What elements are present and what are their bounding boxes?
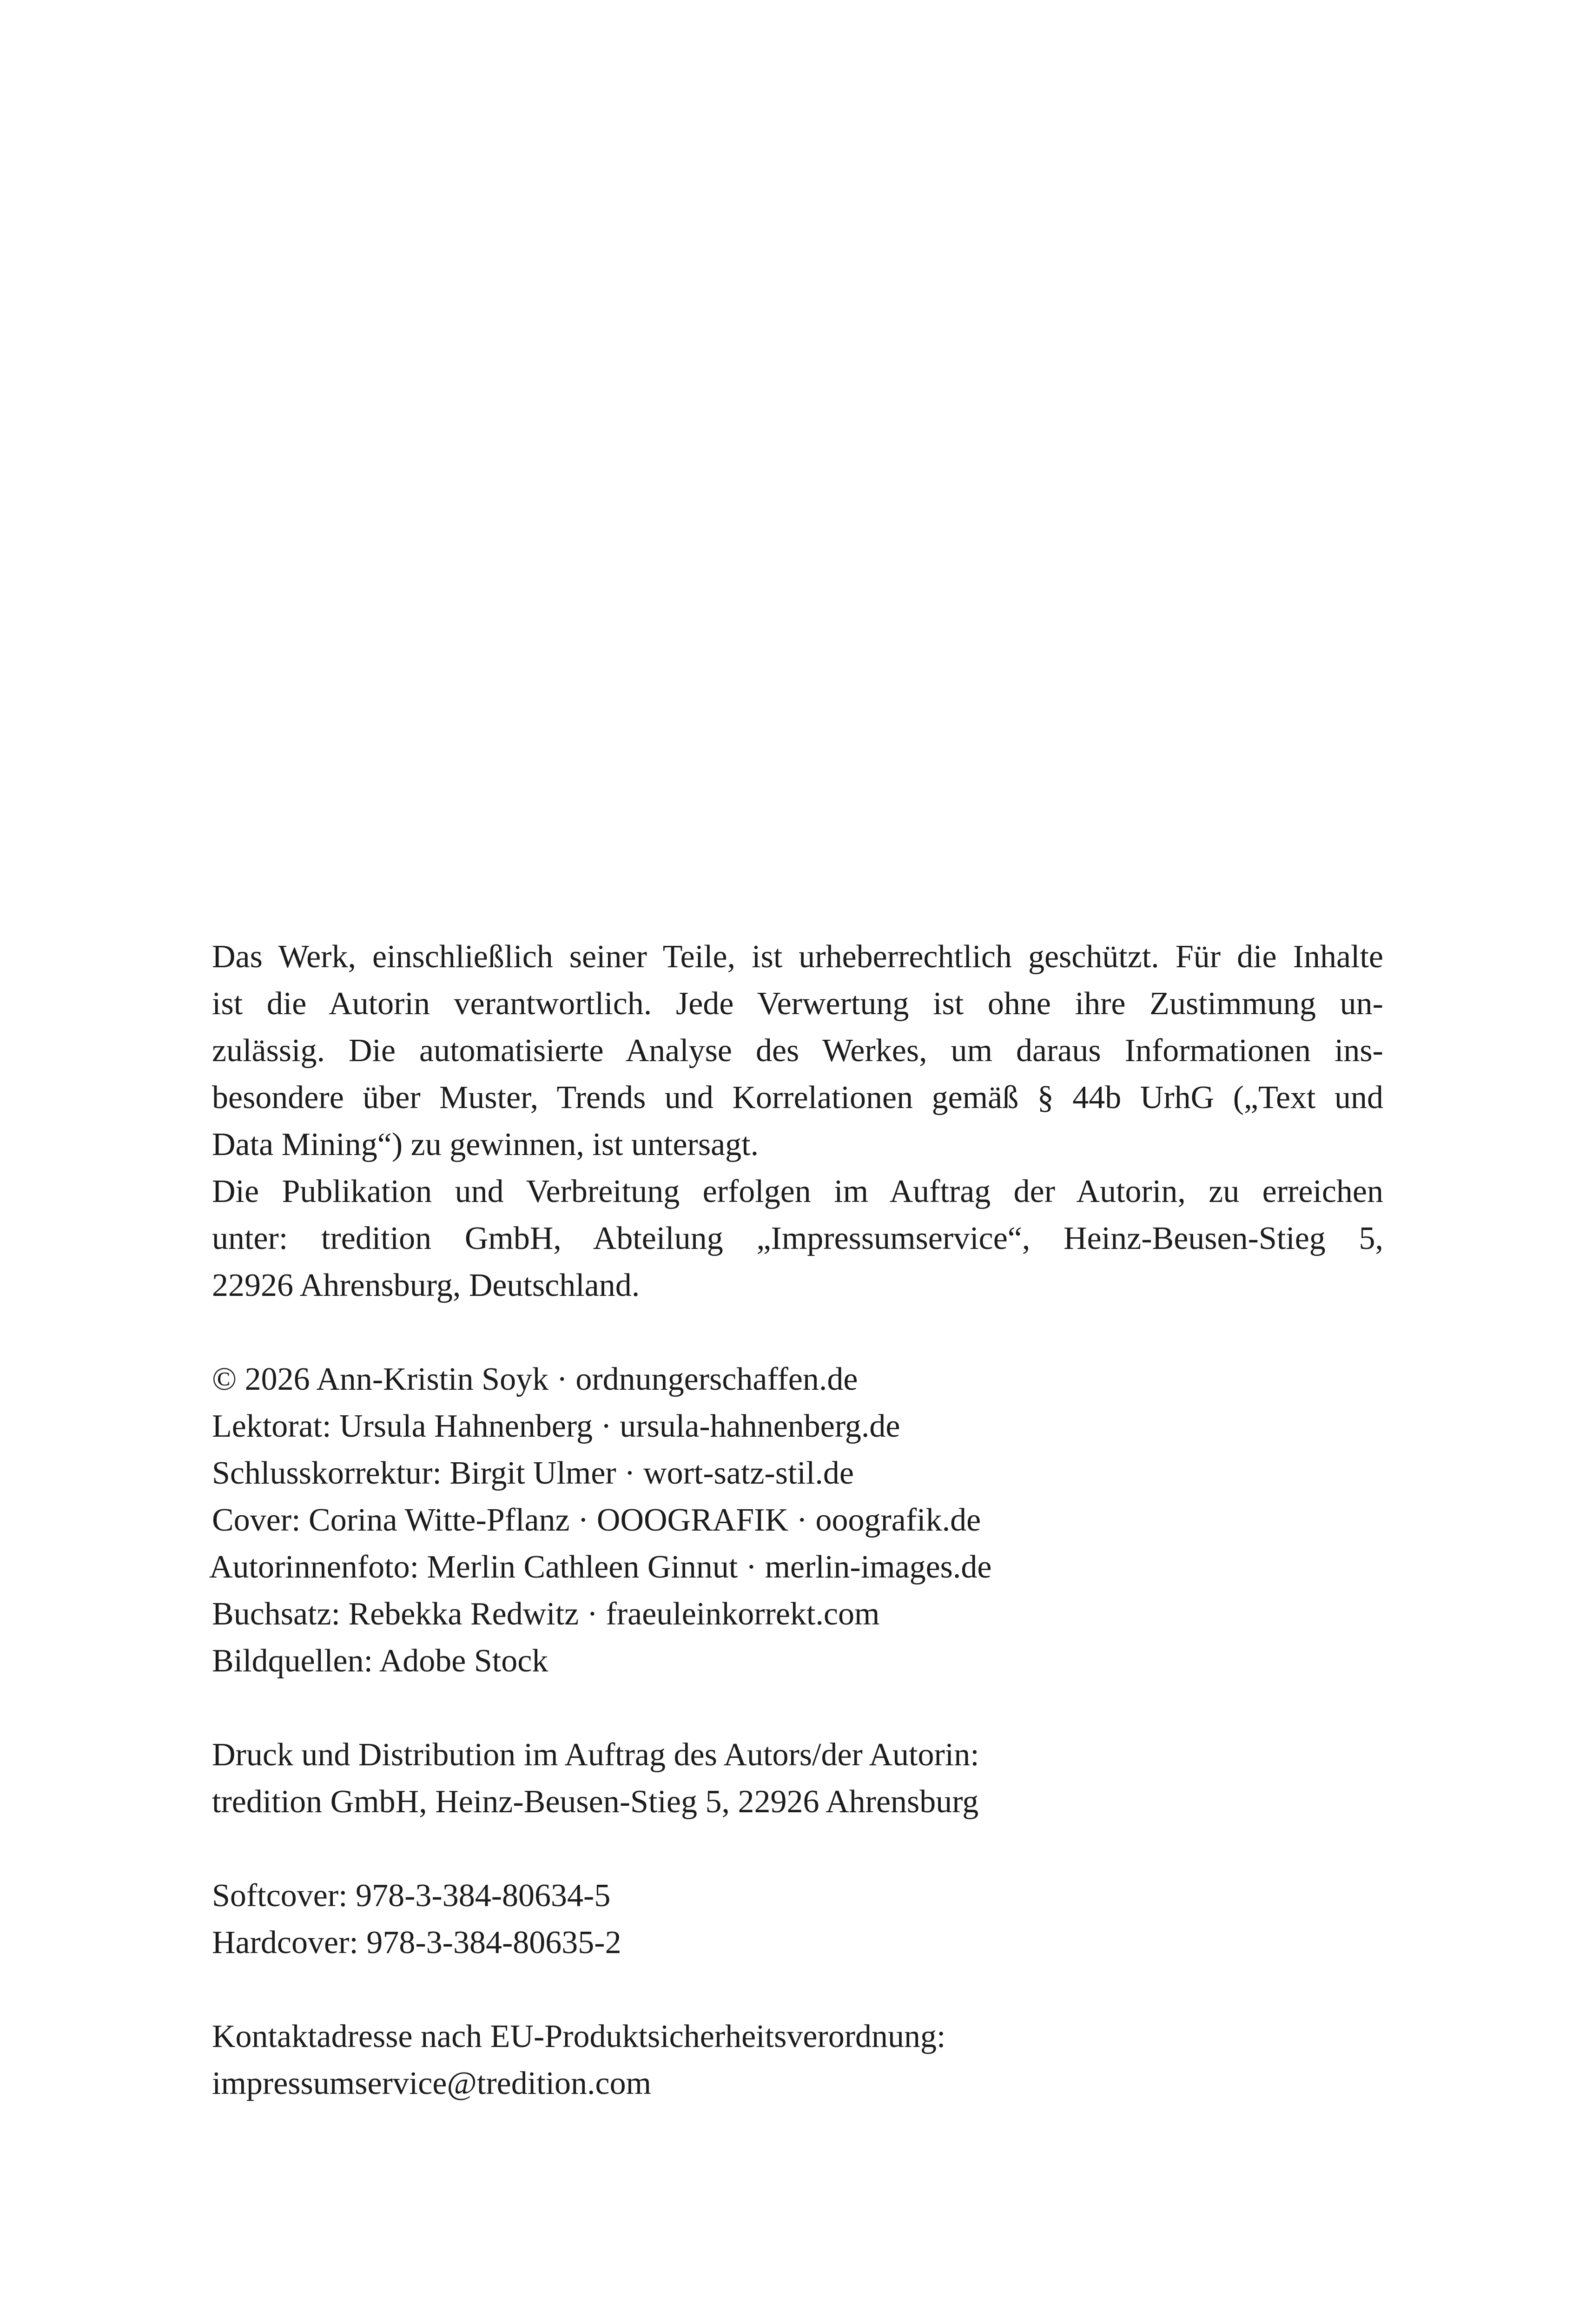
copyright-line: © 2026 Ann-Kristin Soyk · ordnungerschaffen.de	[212, 1361, 858, 1397]
imprint-block	[209, 933, 1383, 2107]
buchsatz-line: Buchsatz: Rebekka Redwitz · fraeuleinkorrekt.com	[212, 1596, 880, 1632]
publication-notice-line: 22926 Ahrensburg, Deutschland.	[212, 1268, 640, 1303]
isbn-hardcover: Hardcover: 978-3-384-80635-2	[212, 1925, 621, 1961]
contact-label: Kontaktadresse nach EU-Produktsicherheitsverordnung:	[212, 2019, 946, 2054]
spacer	[212, 1825, 1383, 1872]
publication-notice	[212, 1168, 1383, 1309]
credits	[209, 1356, 1383, 1684]
copyright-notice	[212, 933, 1383, 1168]
isbn-softcover: Softcover: 978-3-384-80634-5	[212, 1878, 611, 1914]
distribution	[212, 1731, 1383, 1825]
copyright-notice-line: zulässig. Die automatisierte Analyse des Werkes, um daraus Informationen ins-	[212, 1033, 1383, 1069]
distribution-address: tredition GmbH, Heinz-Beusen-Stieg 5, 22926 Ahrensburg	[212, 1784, 979, 1820]
schlusskorrektur-line: Schlusskorrektur: Birgit Ulmer · wort-satz-stil.de	[212, 1455, 854, 1491]
publication-notice-line: unter: tredition GmbH, Abteilung „Impressumservice“, Heinz-Beusen-Stieg 5,	[212, 1221, 1383, 1256]
spacer	[212, 1684, 1383, 1731]
autorinnenfoto-line: Autorinnenfoto: Merlin Cathleen Ginnut · merlin-images.de	[209, 1549, 992, 1585]
copyright-notice-line: ist die Autorin verantwortlich. Jede Verwertung ist ohne ihre Zustimmung un-	[212, 986, 1383, 1022]
spacer	[212, 1966, 1383, 2013]
lektorat-line: Lektorat: Ursula Hahnenberg · ursula-hahnenberg.de	[212, 1408, 900, 1444]
distribution-line: Druck und Distribution im Auftrag des Autors/der Autorin:	[212, 1737, 979, 1773]
copyright-notice-line: Data Mining“) zu gewinnen, ist untersagt.	[212, 1127, 759, 1162]
copyright-notice-line: besondere über Muster, Trends und Korrelationen gemäß § 44b UrhG („Text und	[212, 1080, 1383, 1116]
spacer	[212, 1309, 1383, 1356]
contact-email: impressumservice@tredition.com	[212, 2066, 652, 2101]
copyright-notice-line: Das Werk, einschließlich seiner Teile, ist urheberrechtlich geschützt. Für die Inhalte	[212, 939, 1383, 975]
bildquellen-line: Bildquellen: Adobe Stock	[212, 1643, 548, 1679]
isbn-block	[212, 1872, 1383, 1966]
cover-line: Cover: Corina Witte-Pflanz · OOOGRAFIK · ooografik.de	[212, 1502, 981, 1538]
contact-block	[212, 2013, 1383, 2107]
publication-notice-line: Die Publikation und Verbreitung erfolgen im Auftrag der Autorin, zu erreichen	[212, 1174, 1383, 1209]
